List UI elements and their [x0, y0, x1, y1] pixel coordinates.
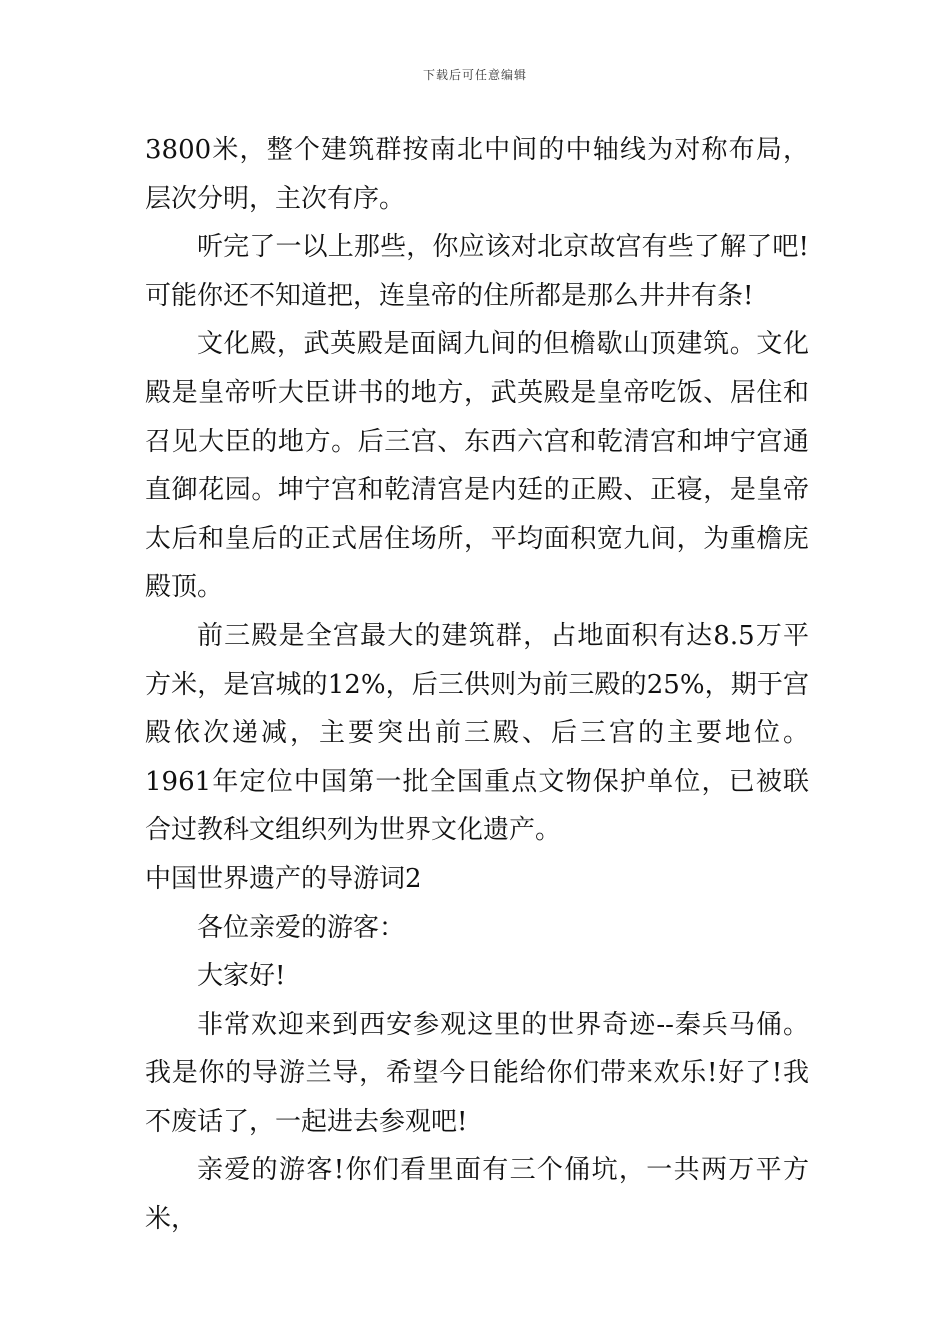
hello-line: 大家好!: [197, 961, 286, 992]
paragraph-1: 3800米，整个建筑群按南北中间的中轴线为对称布局，层次分明，主次有序。: [145, 135, 809, 214]
paragraph-pits: 亲爱的游客!你们看里面有三个俑坑，一共两万平方米，: [145, 1155, 809, 1235]
page-header: 下载后可任意编辑: [422, 68, 527, 82]
paragraph-2: 听完了一以上那些，你应该对北京故宫有些了解了吧!可能你还不知道把，连皇帝的住所都是那么井井有条!: [145, 232, 809, 311]
section-title: 中国世界遗产的导游词2: [145, 863, 422, 894]
document-body: [145, 126, 809, 1244]
paragraph-4: 前三殿是全宫最大的建筑群，占地面积有达8.5万平方米，是宫城的12%，后三供则为前三殿的25%，期于宫殿依次递减，主要突出前三殿、后三宫的主要地位。1961年定位中国第一批全国重点文物保护单位，已被联合过教科文组织列为世界文化遗产。: [145, 620, 809, 846]
paragraph-welcome: 非常欢迎来到西安参观这里的世界奇迹--秦兵马俑。我是你的导游兰导，希望今日能给你们带来欢乐!好了!我不废话了，一起进去参观吧!: [145, 1009, 809, 1137]
greeting-line: 各位亲爱的游客：: [197, 912, 406, 943]
paragraph-3: 文化殿，武英殿是面阔九间的但檐歇山顶建筑。文化殿是皇帝听大臣讲书的地方，武英殿是皇帝吃饭、居住和召见大臣的地方。后三宫、东西六宫和乾清宫和坤宁宫通直御花园。坤宁宫和乾清宫是内廷的正殿、正寝，是皇帝太后和皇后的正式居住场所，平均面积宽九间，为重檐庑殿顶。: [145, 329, 809, 603]
